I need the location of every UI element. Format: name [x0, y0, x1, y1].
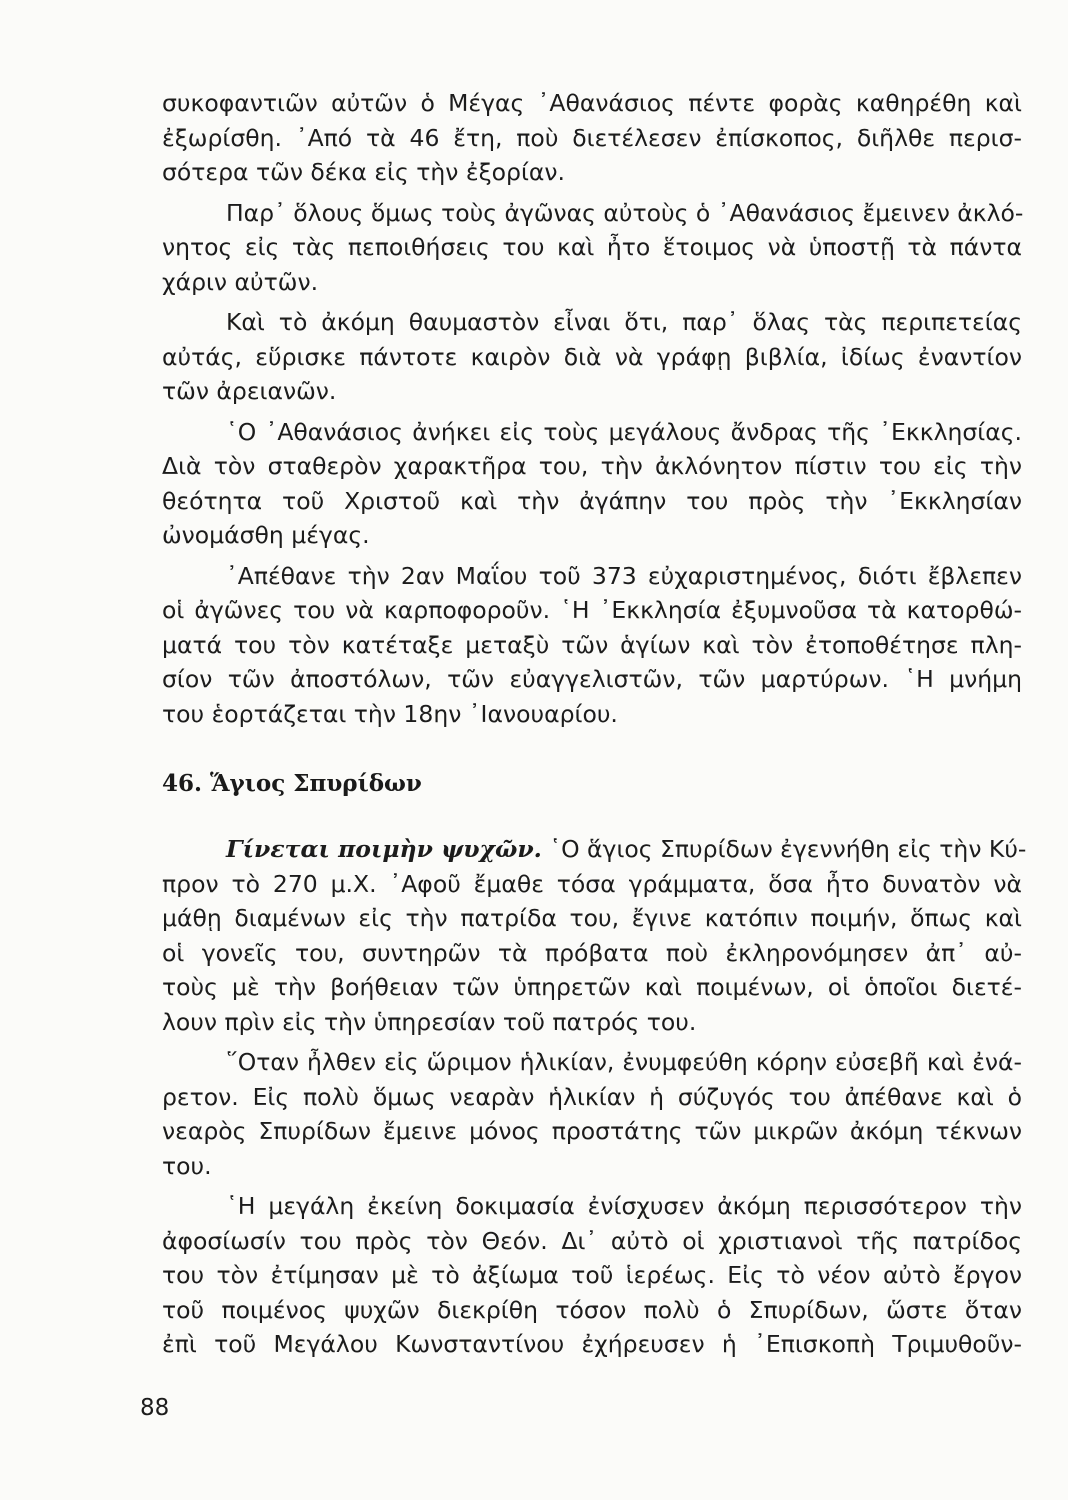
text-line: θεότητα τοῦ Χριστοῦ καὶ τὴν ἀγάπην του πρὸς τὴν ᾿Εκκλησίαν [162, 486, 1022, 515]
text-line: σίον τῶν ἀποστόλων, τῶν εὐαγγελιστῶν, τῶν μαρτύρων. ῾Η μνήμη [162, 665, 1022, 693]
text-line: ἐξωρίσθη. ᾿Από τὰ 46 ἔτη, ποὺ διετέλεσεν ἐπίσκοπος, διῆλθε περισ- [162, 123, 1022, 152]
text-line: ὠνομάσθη μέγας. [162, 521, 370, 549]
section-heading: 46. Ἅγιος Σπυρίδων [162, 770, 422, 797]
text-line: ῾Ο ᾿Αθανάσιος ἀνήκει εἰς τοὺς μεγάλους ἄνδρας τῆς ᾿Εκκλησίας. [226, 417, 1022, 446]
text-line: τοὺς μὲ τὴν βοήθειαν τῶν ὑπηρετῶν καὶ ποιμένων, οἱ ὁποῖοι διετέ- [162, 973, 1022, 1001]
text-line: νητος εἰς τὰς πεποιθήσεις του καὶ ἦτο ἕτοιμος νὰ ὑποστῇ τὰ πάντα [162, 233, 1022, 261]
text-line-rest: ῾Ο ἅγιος Σπυρίδων ἐγεννήθη εἰς τὴν Κύ- [541, 835, 1027, 863]
text-line: νεαρὸς Σπυρίδων ἔμεινε μόνος προστάτης τῶν μικρῶν ἀκόμη τέκνων [162, 1117, 1022, 1145]
text-line: χάριν αὐτῶν. [162, 267, 319, 296]
text-line: οἱ γονεῖς του, συντηρῶν τὰ πρόβατα ποὺ ἐκληρονόμησεν ἀπ᾿ αὐ- [162, 938, 1022, 967]
text-line: του. [162, 1151, 212, 1180]
text-line: Διὰ τὸν σταθερὸν χαρακτῆρα του, τὴν ἀκλόνητον πίστιν του εἰς τὴν [162, 452, 1022, 480]
text-line: ῞Οταν ἦλθεν εἰς ὥριμον ἡλικίαν, ἐνυμφεύθη κόρην εὐσεβῆ καὶ ἐνά- [226, 1048, 1022, 1076]
body-text-bottom [162, 832, 1027, 1362]
text-line: οἱ ἀγῶνες του νὰ καρποφοροῦν. ῾Η ᾿Εκκλησία ἐξυμνοῦσα τὰ κατορθώ- [162, 596, 1022, 624]
text-line: αὐτάς, εὕρισκε πάντοτε καιρὸν διὰ νὰ γράφῃ βιβλία, ἰδίως ἐναντίον [162, 342, 1022, 371]
text-line: τοῦ ποιμένος ψυχῶν διεκρίθη τόσον πολὺ ὁ Σπυρίδων, ὥστε ὅταν [162, 1295, 1022, 1324]
text-line: ῾Η μεγάλη ἐκείνη δοκιμασία ἐνίσχυσεν ἀκόμη περισσότερον τὴν [226, 1192, 1022, 1220]
text-line: ρετον. Εἰς πολὺ ὅμως νεαρὰν ἡλικίαν ἡ σύζυγός του ἀπέθανε καὶ ὁ [162, 1082, 1022, 1111]
text-line: ἀφοσίωσίν του πρὸς τὸν Θεόν. Δι᾿ αὐτὸ οἱ χριστιανοὶ τῆς πατρίδος [162, 1226, 1022, 1255]
text-line: ματά του τὸν κατέταξε μεταξὺ τῶν ἁγίων καὶ τὸν ἐτοποθέτησε πλη- [162, 630, 1022, 659]
text-line: του ἑορτάζεται τὴν 18ην ᾿Ιανουαρίου. [162, 699, 618, 728]
text-line: τῶν ἀρειανῶν. [162, 377, 337, 405]
text-line: ἐπὶ τοῦ Μεγάλου Κωνσταντίνου ἐχήρευσεν ἡ ᾿Επισκοπὴ Τριμυθοῦν- [162, 1330, 1022, 1358]
text-line: του τὸν ἐτίμησαν μὲ τὸ ἀξίωμα τοῦ ἱερέως. Εἰς τὸ νέον αὐτὸ ἔργον [162, 1261, 1022, 1289]
text-line: Καὶ τὸ ἀκόμη θαυμαστὸν εἶναι ὅτι, παρ᾿ ὅλας τὰς περιπετείας [226, 308, 1022, 336]
text-line: Παρ᾿ ὅλους ὅμως τοὺς ἀγῶνας αὐτοὺς ὁ ᾿Αθανάσιος ἔμεινεν ἀκλό- [226, 198, 1024, 227]
page-number: 88 [140, 1395, 170, 1421]
text-line [162, 832, 1027, 867]
body-text-top [162, 86, 1022, 731]
text-line: σότερα τῶν δέκα εἰς τὴν ἐξορίαν. [162, 158, 566, 186]
text-line: συκοφαντιῶν αὐτῶν ὁ Μέγας ᾿Αθανάσιος πέντε φορὰς καθηρέθη καὶ [162, 89, 1022, 117]
text-line: προν τὸ 270 μ.Χ. ᾿Αφοῦ ἔμαθε τόσα γράμματα, ὅσα ἦτο δυνατὸν νὰ [162, 869, 1022, 898]
text-line: μάθῃ διαμένων εἰς τὴν πατρίδα του, ἔγινε κατόπιν ποιμήν, ὅπως καὶ [162, 904, 1022, 932]
lead-bold-phrase: Γίνεται ποιμὴν ψυχῶν. [226, 835, 542, 863]
text-line: λουν πρὶν εἰς τὴν ὑπηρεσίαν τοῦ πατρός του. [162, 1007, 697, 1036]
text-line: ᾿Απέθανε τὴν 2αν Μαΐου τοῦ 373 εὐχαριστημένος, διότι ἔβλεπεν [226, 561, 1022, 590]
